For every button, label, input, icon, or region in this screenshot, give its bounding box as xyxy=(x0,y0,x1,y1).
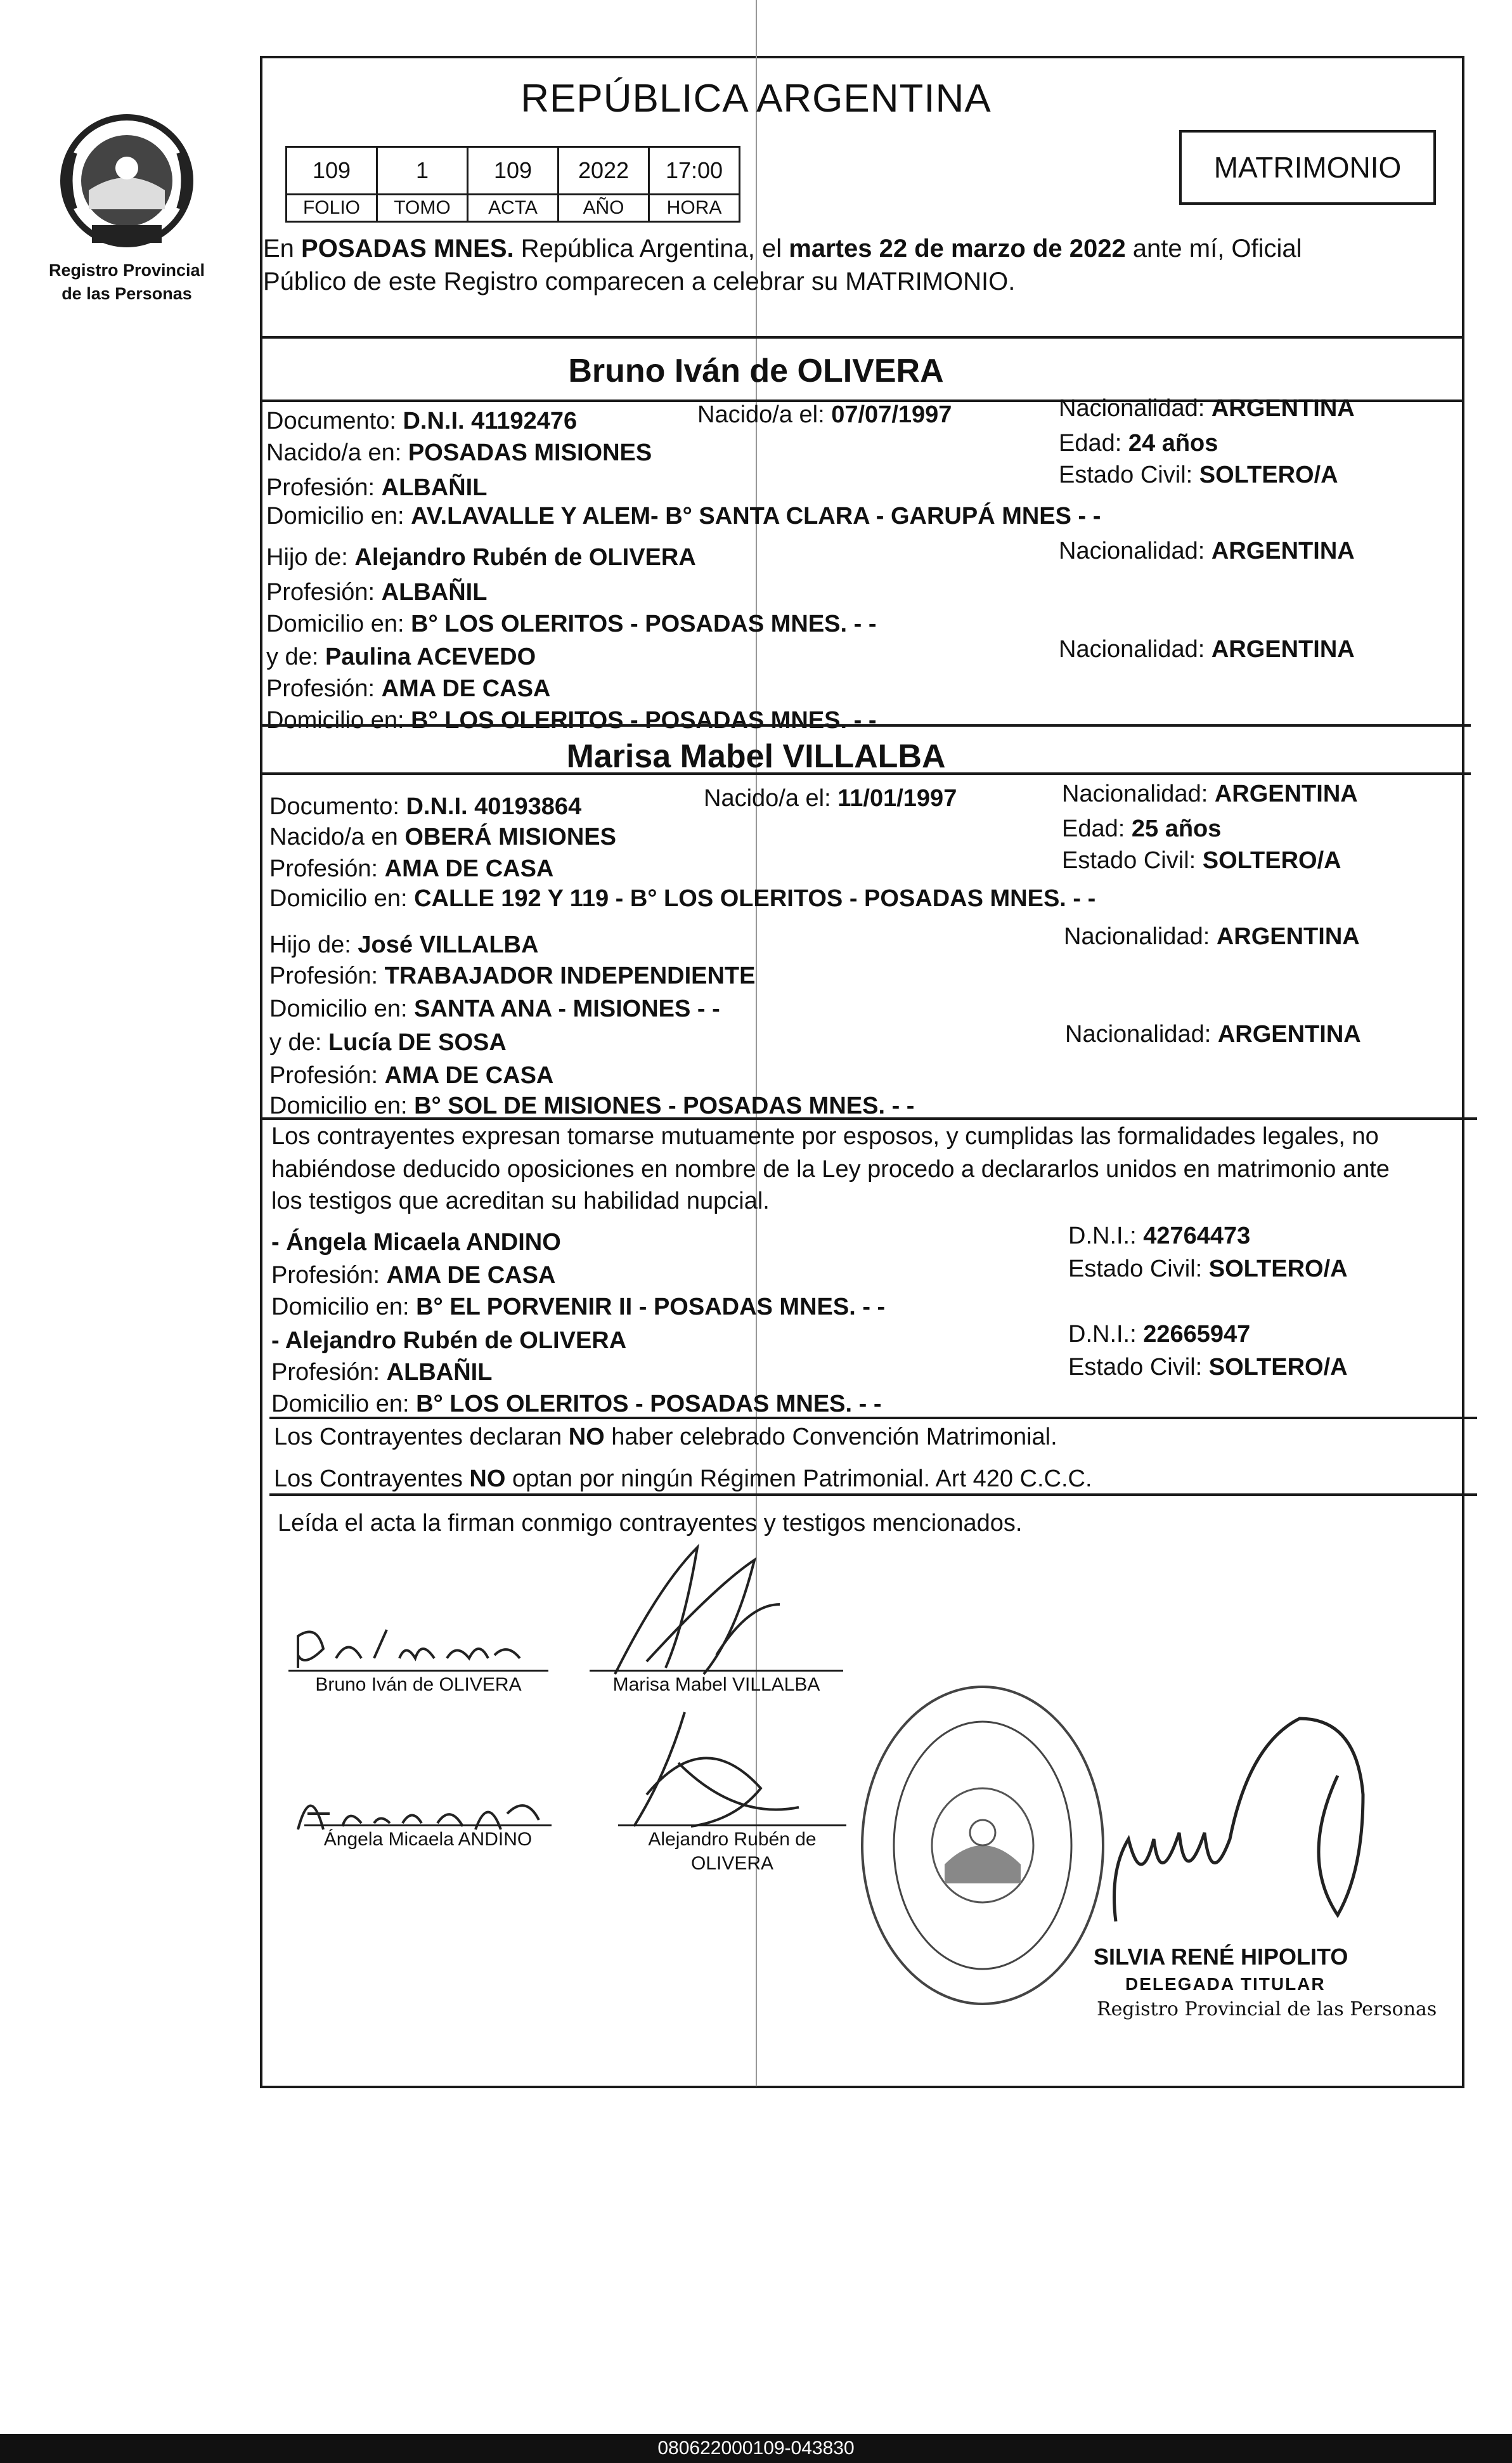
label: Nacido/a el: xyxy=(697,401,832,428)
witness1-dni xyxy=(1068,1221,1250,1251)
bride-domicilio xyxy=(269,883,1095,914)
intro-text: ante mí, Oficial xyxy=(1125,235,1302,263)
groom-domicilio xyxy=(266,501,1101,531)
groom-father-nac xyxy=(1059,536,1355,566)
tomo-value: 1 xyxy=(377,147,468,195)
register-table xyxy=(285,146,740,223)
groom-father xyxy=(266,542,696,573)
value: Paulina ACEVEDO xyxy=(325,644,536,670)
groom-nacido-en xyxy=(266,438,652,468)
signature-line xyxy=(618,1824,846,1826)
label: Domicilio en: xyxy=(266,707,411,734)
official-signature xyxy=(1090,1680,1420,1953)
value: AMA DE CASA xyxy=(384,1062,554,1089)
witness2-dom xyxy=(271,1389,882,1419)
intro-place: POSADAS MNES. xyxy=(301,235,514,263)
label: Profesión: xyxy=(266,579,382,606)
bride-mother-prof xyxy=(269,1060,553,1091)
value: SANTA ANA - MISIONES - - xyxy=(414,996,720,1022)
label: Nacionalidad: xyxy=(1059,538,1212,564)
document-code: 080622000109-043830 xyxy=(0,2434,1512,2463)
value: ARGENTINA xyxy=(1211,636,1355,663)
groom-estado xyxy=(1059,460,1338,490)
official-office: Registro Provincial de las Personas xyxy=(1097,1998,1437,2020)
value: ALBAÑIL xyxy=(386,1359,493,1386)
bride-nacido-el xyxy=(704,783,957,814)
convention-line1 xyxy=(274,1422,1057,1452)
label: Edad: xyxy=(1059,430,1128,457)
label: Nacionalidad: xyxy=(1059,636,1212,663)
value: 07/07/1997 xyxy=(831,401,952,428)
reading-statement: Leída el acta la firman conmigo contrayentes y testigos mencionados. xyxy=(278,1510,1023,1537)
label: Estado Civil: xyxy=(1062,847,1203,874)
divider xyxy=(260,1117,1477,1120)
value: ARGENTINA xyxy=(1216,923,1360,950)
value: 42764473 xyxy=(1143,1223,1251,1249)
groom-father-prof xyxy=(266,577,487,608)
value: B° LOS OLERITOS - POSADAS MNES. - - xyxy=(411,611,877,637)
value: 22665947 xyxy=(1143,1321,1251,1348)
label: Estado Civil: xyxy=(1068,1256,1209,1282)
groom-mother-dom xyxy=(266,705,877,736)
label: Nacionalidad: xyxy=(1065,1021,1218,1048)
label: Domicilio en: xyxy=(271,1294,417,1320)
groom-documento xyxy=(266,406,577,436)
declaration-line2: habiéndose deducido oposiciones en nombre de la Ley procedo a declararlos unidos en matrimonio ante xyxy=(271,1156,1390,1183)
label: Documento: xyxy=(266,408,403,434)
value: 24 años xyxy=(1128,430,1218,457)
groom-name: Bruno Iván de OLIVERA xyxy=(568,353,944,389)
logo-caption-line2: de las Personas xyxy=(61,284,192,303)
witness2-estado xyxy=(1068,1352,1348,1382)
page-title: REPÚBLICA ARGENTINA xyxy=(520,77,992,120)
signature-line xyxy=(304,1824,552,1826)
label: D.N.I.: xyxy=(1068,1321,1144,1348)
intro-line2: Público de este Registro comparecen a celebrar su MATRIMONIO. xyxy=(263,268,1016,296)
value: SOLTERO/A xyxy=(1202,847,1341,874)
witness2-prof xyxy=(271,1357,492,1387)
groom-signature xyxy=(279,1598,571,1680)
bride-mother-nac xyxy=(1065,1019,1361,1050)
bride-father-dom xyxy=(269,994,720,1024)
groom-father-dom xyxy=(266,609,877,639)
label: Profesión: xyxy=(271,1359,387,1386)
label: Domicilio en: xyxy=(269,1093,415,1119)
divider xyxy=(269,1493,1477,1496)
label: y de: xyxy=(266,644,325,670)
intro-date: martes 22 de marzo de 2022 xyxy=(789,235,1126,263)
emphasis: NO xyxy=(469,1465,506,1492)
value: ALBAÑIL xyxy=(381,474,488,501)
label: Estado Civil: xyxy=(1059,462,1199,488)
label: Domicilio en: xyxy=(271,1391,417,1417)
declaration-line1: Los contrayentes expresan tomarse mutuamente por esposos, y cumplidas las formalidades legales, no xyxy=(271,1123,1379,1150)
bride-mother-dom xyxy=(269,1091,914,1121)
divider xyxy=(260,724,1471,727)
value: SOLTERO/A xyxy=(1208,1256,1348,1282)
label: D.N.I.: xyxy=(1068,1223,1144,1249)
label: Domicilio en: xyxy=(269,885,415,912)
witness2-signature-caption-l2: OLIVERA xyxy=(690,1853,774,1874)
acta-label: ACTA xyxy=(468,195,559,222)
value: POSADAS MISIONES xyxy=(408,439,652,466)
label: Estado Civil: xyxy=(1068,1354,1209,1381)
folio-value: 109 xyxy=(287,147,377,195)
value: B° SOL DE MISIONES - POSADAS MNES. - - xyxy=(414,1093,915,1119)
divider xyxy=(269,1417,1477,1419)
groom-mother-nac xyxy=(1059,634,1355,665)
document-type-box: MATRIMONIO xyxy=(1179,130,1436,205)
label: Nacido/a el: xyxy=(704,785,838,812)
declaration-line3: los testigos que acreditan su habilidad nupcial. xyxy=(271,1188,770,1214)
groom-mother-prof xyxy=(266,673,550,704)
value: ARGENTINA xyxy=(1211,538,1355,564)
witness1-name: - Ángela Micaela ANDINO xyxy=(271,1229,561,1256)
label: Profesión: xyxy=(266,675,382,702)
value: B° LOS OLERITOS - POSADAS MNES. - - xyxy=(411,707,877,734)
label: Hijo de: xyxy=(266,544,355,571)
value: ARGENTINA xyxy=(1217,1021,1361,1048)
label: Edad: xyxy=(1062,816,1132,842)
value: TRABAJADOR INDEPENDIENTE xyxy=(384,963,756,989)
label: Nacionalidad: xyxy=(1064,923,1217,950)
value: ARGENTINA xyxy=(1211,395,1355,422)
value: AMA DE CASA xyxy=(386,1262,556,1289)
province-seal-icon xyxy=(54,108,200,254)
bride-edad xyxy=(1062,814,1221,844)
ano-value: 2022 xyxy=(559,147,649,195)
hora-label: HORA xyxy=(649,195,740,222)
intro-line1 xyxy=(263,233,1302,264)
groom-signature-caption: Bruno Iván de OLIVERA xyxy=(315,1674,522,1695)
ano-label: AÑO xyxy=(559,195,649,222)
value: 11/01/1997 xyxy=(837,785,957,812)
bride-nacionalidad xyxy=(1062,779,1358,809)
label: Nacionalidad: xyxy=(1059,395,1212,422)
bride-name: Marisa Mabel VILLALBA xyxy=(566,738,946,775)
logo-caption-line1: Registro Provincial xyxy=(48,261,205,280)
value: Lucía DE SOSA xyxy=(328,1029,507,1056)
value: B° LOS OLERITOS - POSADAS MNES. - - xyxy=(416,1391,882,1417)
bride-father-nac xyxy=(1064,921,1360,952)
label: Profesión: xyxy=(269,1062,385,1089)
intro-text: República Argentina, el xyxy=(514,235,789,263)
value: ALBAÑIL xyxy=(381,579,488,606)
text: Los Contrayentes xyxy=(274,1465,470,1492)
witness2-signature-caption-l1: Alejandro Rubén de xyxy=(648,1829,817,1850)
official-name: SILVIA RENÉ HIPOLITO xyxy=(1094,1944,1348,1970)
label: Profesión: xyxy=(269,963,385,989)
witness1-prof xyxy=(271,1260,555,1290)
value: ARGENTINA xyxy=(1214,781,1358,807)
label: y de: xyxy=(269,1029,328,1056)
value: AMA DE CASA xyxy=(384,855,554,882)
convention-line2 xyxy=(274,1464,1092,1494)
label: Nacido/a en xyxy=(269,824,405,850)
signature-line xyxy=(590,1670,843,1672)
registry-stamp xyxy=(850,1674,1116,2017)
label: Hijo de: xyxy=(269,932,358,958)
label: Documento: xyxy=(269,793,406,820)
bride-documento xyxy=(269,791,581,822)
witness1-dom xyxy=(271,1292,885,1322)
witness1-signature-caption: Ángela Micaela ANDINO xyxy=(323,1829,533,1850)
text: Los Contrayentes declaran xyxy=(274,1424,569,1450)
intro-text: En xyxy=(263,235,302,263)
label: Nacido/a en: xyxy=(266,439,408,466)
label: Domicilio en: xyxy=(269,996,415,1022)
groom-nacionalidad xyxy=(1059,393,1355,424)
bride-father xyxy=(269,930,538,960)
value: OBERÁ MISIONES xyxy=(404,824,616,850)
bride-signature-caption: Marisa Mabel VILLALBA xyxy=(612,1674,820,1695)
label: Profesión: xyxy=(266,474,382,501)
label: Profesión: xyxy=(269,855,385,882)
bride-father-prof xyxy=(269,961,755,991)
witness2-name: - Alejandro Rubén de OLIVERA xyxy=(271,1327,627,1354)
groom-nacido-el xyxy=(697,400,952,430)
bride-mother xyxy=(269,1027,507,1058)
bride-nacido-en xyxy=(269,822,616,852)
label: Profesión: xyxy=(271,1262,387,1289)
bride-profesion xyxy=(269,854,553,884)
witness1-estado xyxy=(1068,1254,1348,1284)
value: CALLE 192 Y 119 - B° LOS OLERITOS - POSADAS MNES. - - xyxy=(414,885,1096,912)
divider xyxy=(260,336,1464,339)
value: 25 años xyxy=(1131,816,1222,842)
folio-label: FOLIO xyxy=(287,195,377,222)
value: Alejandro Rubén de OLIVERA xyxy=(354,544,696,571)
groom-mother xyxy=(266,642,536,672)
signature-line xyxy=(288,1670,548,1672)
value: José VILLALBA xyxy=(358,932,539,958)
witness2-dni xyxy=(1068,1319,1250,1349)
groom-edad xyxy=(1059,428,1218,458)
label: Nacionalidad: xyxy=(1062,781,1215,807)
value: D.N.I. 41192476 xyxy=(403,408,578,434)
registry-logo xyxy=(35,108,219,304)
emphasis: NO xyxy=(568,1424,605,1450)
value: D.N.I. 40193864 xyxy=(406,793,582,820)
acta-value: 109 xyxy=(468,147,559,195)
text: optan por ningún Régimen Patrimonial. Art 420 C.C.C. xyxy=(505,1465,1092,1492)
value: AV.LAVALLE Y ALEM- B° SANTA CLARA - GARUPÁ MNES - - xyxy=(411,503,1101,530)
value: SOLTERO/A xyxy=(1199,462,1338,488)
hora-value: 17:00 xyxy=(649,147,740,195)
text: haber celebrado Convención Matrimonial. xyxy=(604,1424,1057,1450)
label: Domicilio en: xyxy=(266,503,411,530)
value: SOLTERO/A xyxy=(1208,1354,1348,1381)
groom-profesion xyxy=(266,472,487,503)
bride-estado xyxy=(1062,845,1341,876)
value: AMA DE CASA xyxy=(381,675,551,702)
tomo-label: TOMO xyxy=(377,195,468,222)
label: Domicilio en: xyxy=(266,611,411,637)
official-role: DELEGADA TITULAR xyxy=(1125,1974,1326,1994)
value: B° EL PORVENIR II - POSADAS MNES. - - xyxy=(416,1294,886,1320)
